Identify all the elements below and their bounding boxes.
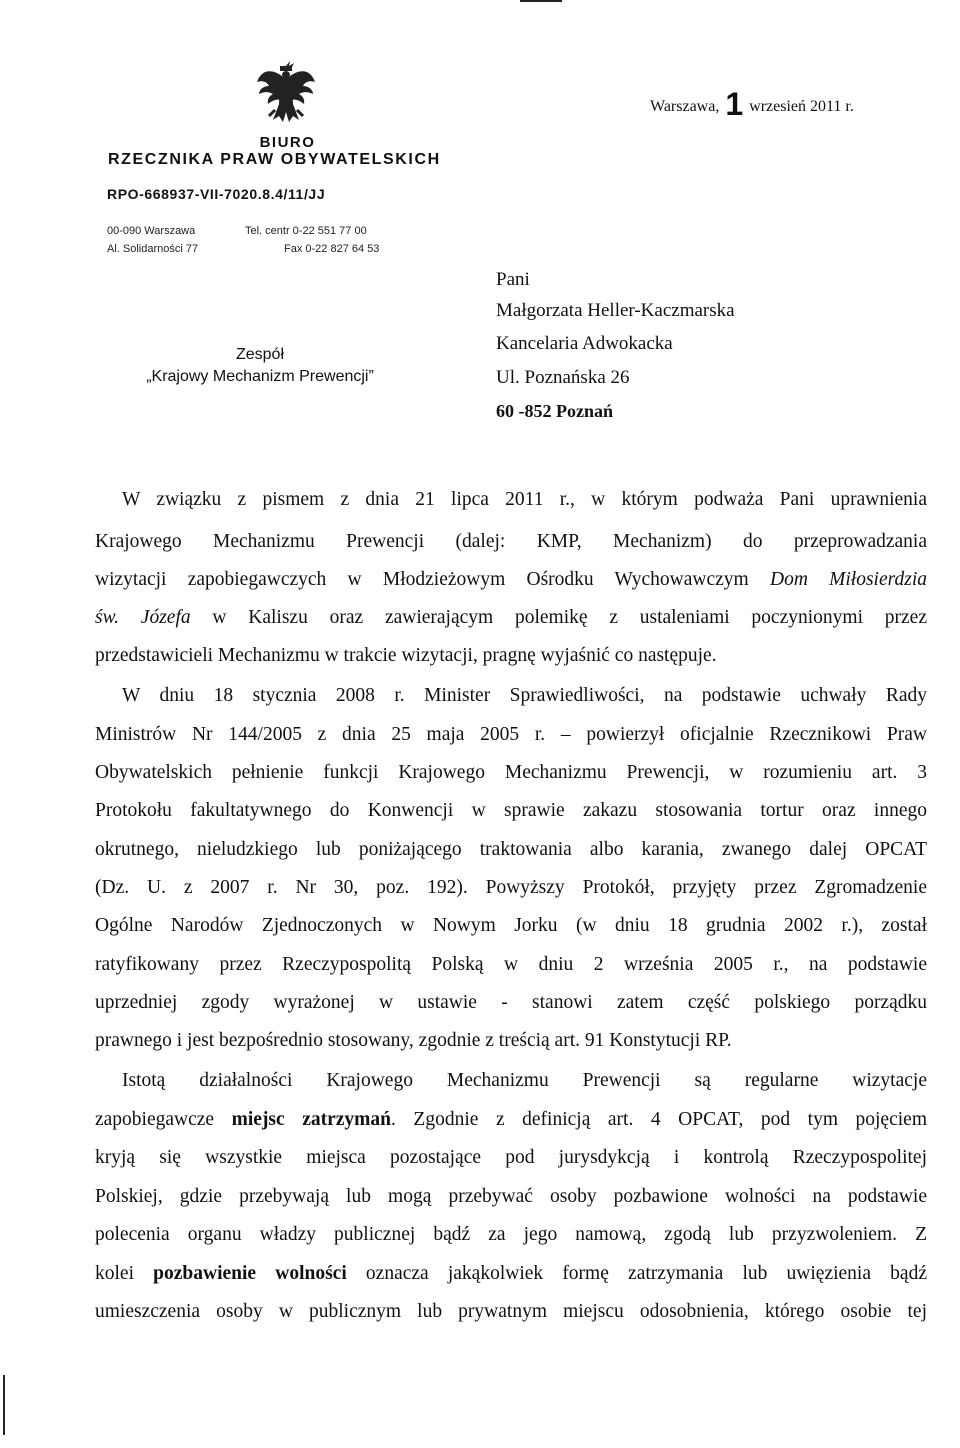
recipient-office: Kancelaria Adwokacka <box>496 333 673 354</box>
body-line <box>95 1109 927 1131</box>
phone-number: Tel. centr 0-22 551 77 00 <box>245 225 367 237</box>
address-line1: 00-090 Warszawa <box>107 225 196 237</box>
date-city: Warszawa, <box>650 98 720 115</box>
body-line: Protokołu fakultatywnego do Konwencji w sprawie zakazu stosowania tortur oraz innego <box>95 800 927 821</box>
reference-number: RPO-668937-VII-7020.8.4/11/JJ <box>107 186 326 202</box>
address-line2: Al. Solidarności 77 <box>107 243 199 255</box>
org-name-line2: RZECZNIKA PRAW OBYWATELSKICH <box>108 151 441 168</box>
polish-eagle-emblem <box>255 60 317 126</box>
body-line: (Dz. U. z 2007 r. Nr 30, poz. 192). Powyższy Protokół, przyjęty przez Zgromadzenie <box>95 877 927 898</box>
body-line: W dniu 18 stycznia 2008 r. Minister Sprawiedliwości, na podstawie uchwały Rady <box>122 685 927 706</box>
letter-date <box>650 86 854 123</box>
body-text: wizytacji zapobiegawczych w Młodzieżowym Ośrodku Wychowawczym <box>95 569 770 590</box>
body-text: kolei <box>95 1263 154 1284</box>
body-line: Krajowego Mechanizmu Prewencji (dalej: KMP, Mechanizm) do przeprowadzania <box>95 531 927 552</box>
body-line: prawnego i jest bezpośrednio stosowany, zgodnie z treścią art. 91 Konstytucji RP. <box>95 1030 732 1051</box>
body-line: przedstawicieli Mechanizmu w trakcie wizytacji, pragnę wyjaśnić co następuje. <box>95 645 717 666</box>
body-line <box>95 607 927 629</box>
body-line <box>95 569 927 591</box>
body-line: okrutnego, nieludzkiego lub poniżającego traktowania albo karania, zwanego dalej OPCAT <box>95 839 927 860</box>
recipient-street: Ul. Poznańska 26 <box>496 367 630 388</box>
body-italic: Dom Miłosierdzia <box>769 569 928 590</box>
body-line: Ministrów Nr 144/2005 z dnia 25 maja 2005 r. – powierzył oficjalnie Rzecznikowi Praw <box>95 724 927 745</box>
body-line: Istotą działalności Krajowego Mechanizmu Prewencji są regularne wizytacje <box>122 1070 927 1091</box>
body-line: Ogólne Narodów Zjednoczonych w Nowym Jorku (w dniu 18 grudnia 2002 r.), został <box>95 915 927 936</box>
body-line <box>95 1263 927 1285</box>
scan-mark-left <box>3 1375 5 1435</box>
body-line: uprzedniej zgody wyrażonej w ustawie - stanowi zatem część polskiego porządku <box>95 992 927 1013</box>
body-line: Obywatelskich pełnienie funkcji Krajowego Mechanizmu Prewencji, w rozumieniu art. 3 <box>95 762 927 783</box>
team-label: Zespół <box>235 346 285 363</box>
recipient-postal: 60 -852 Poznań <box>496 401 613 421</box>
body-line: kryją się wszystkie miejsca pozostające pod jurysdykcją i kontrolą Rzeczypospolitej <box>95 1147 927 1168</box>
body-text: oznacza jakąkolwiek formę zatrzymania lub uwięzienia bądź <box>346 1263 927 1284</box>
body-italic: św. Józefa <box>95 607 191 628</box>
body-line: W związku z pismem z dnia 21 lipca 2011 r., w którym podważa Pani uprawnienia <box>122 489 927 510</box>
team-name: „Krajowy Mechanizm Prewencji” <box>146 368 374 385</box>
body-line: ratyfikowany przez Rzeczypospolitą Polską w dniu 2 września 2005 r., na podstawie <box>95 954 927 975</box>
body-line: Polskiej, gdzie przebywają lub mogą przebywać osoby pozbawione wolności na podstawie <box>95 1186 927 1207</box>
body-bold: pozbawienie wolności <box>153 1263 347 1284</box>
org-name-line1: BIURO <box>259 134 316 151</box>
body-line: umieszczenia osoby w publicznym lub prywatnym miejscu odosobnienia, którego osobie tej <box>95 1301 927 1322</box>
recipient-salutation: Pani <box>496 269 530 290</box>
date-month-year: wrzesień 2011 r. <box>749 98 854 115</box>
body-line: polecenia organu władzy publicznej bądź za jego namową, zgodą lub przyzwoleniem. Z <box>95 1224 927 1245</box>
body-text: . Zgodnie z definicją art. 4 OPCAT, pod tym pojęciem <box>391 1109 927 1130</box>
body-bold: miejsc zatrzymań <box>231 1109 392 1130</box>
recipient-name: Małgorzata Heller-Kaczmarska <box>496 300 735 321</box>
fax-number: Fax 0-22 827 64 53 <box>284 243 380 255</box>
body-text: zapobiegawcze <box>95 1109 232 1130</box>
body-text: w Kaliszu oraz zawierającym polemikę z ustaleniami poczynionymi przez <box>190 607 927 628</box>
date-day-handwritten: 1 <box>725 86 744 122</box>
scan-mark-top <box>520 0 562 2</box>
